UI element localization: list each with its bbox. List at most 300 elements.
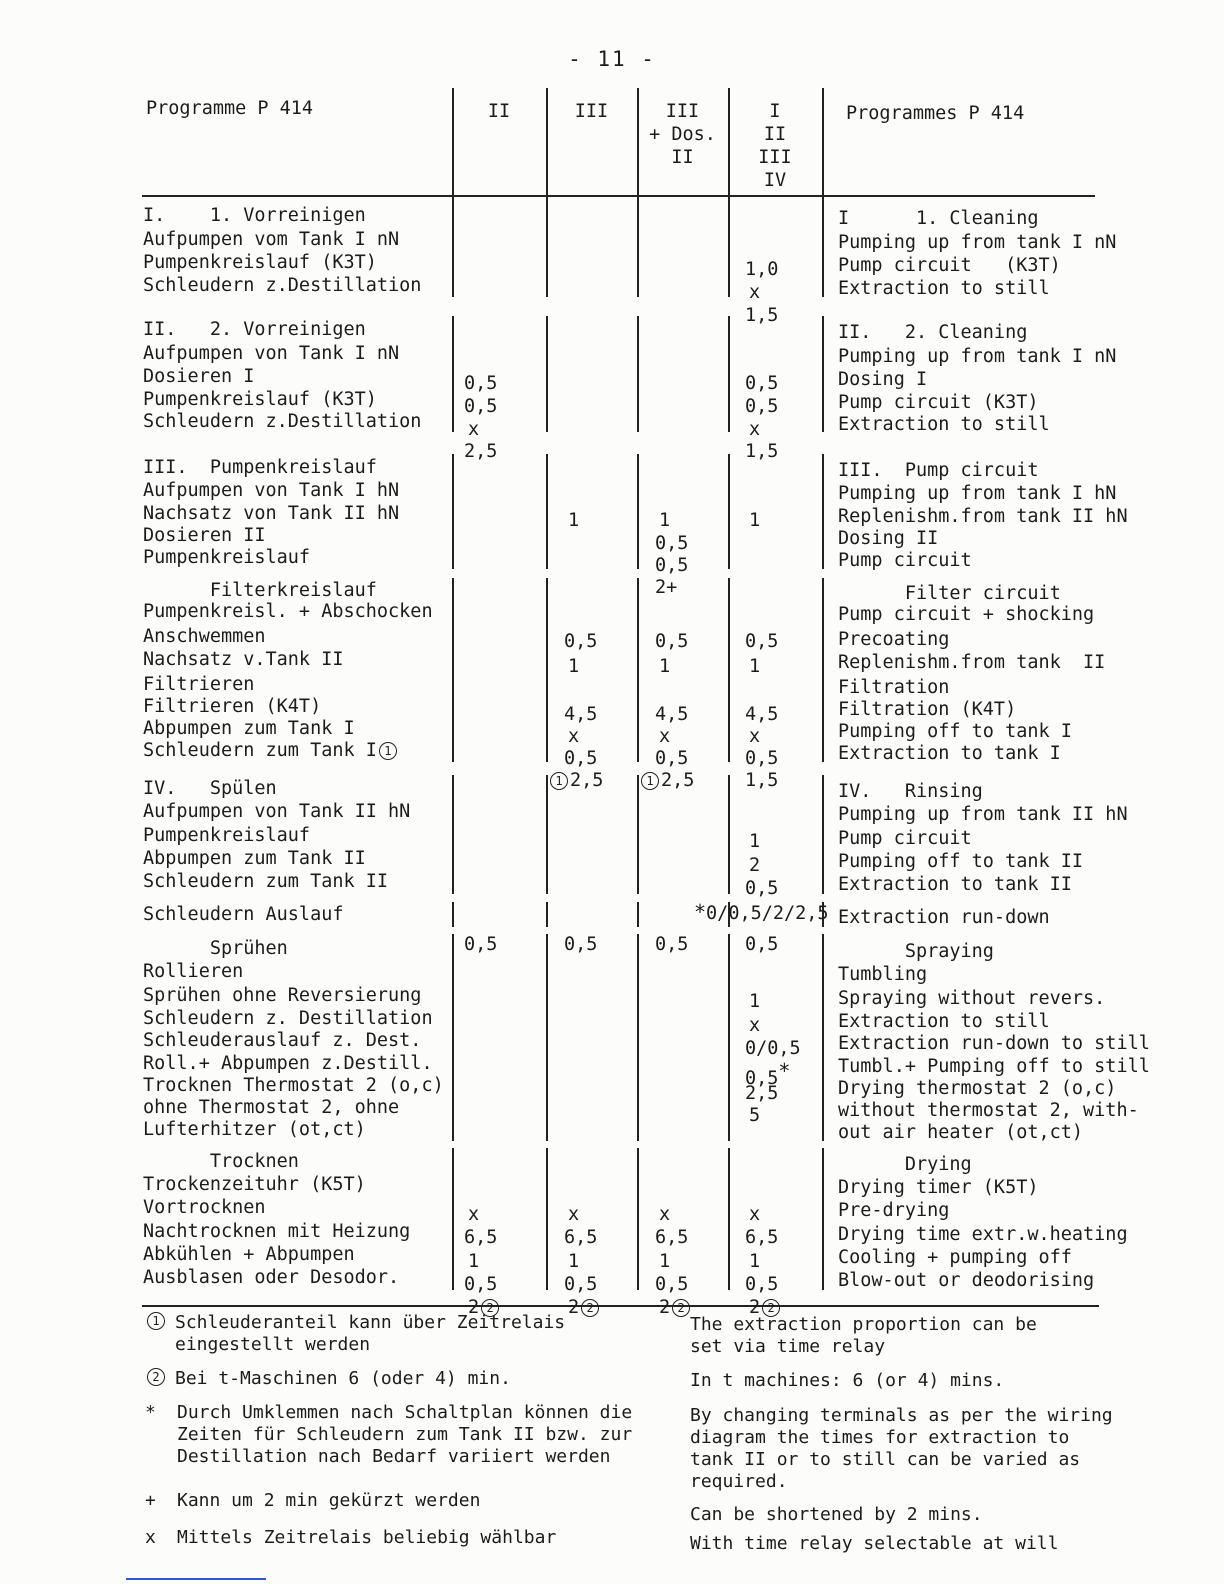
rule-gap: [821, 927, 825, 934]
table-cell-value: x: [468, 419, 480, 440]
row-label-de: [143, 674, 254, 696]
table-cell-c4: [749, 1204, 760, 1226]
row-label-de: [143, 1267, 399, 1289]
table-cell-value: 0,5: [464, 934, 498, 955]
row-label-de: [143, 985, 421, 1007]
row-label-de: [143, 904, 343, 926]
table-cell-value: x: [659, 1204, 671, 1225]
row-label-de: [143, 480, 399, 502]
rule-gap: [727, 297, 731, 316]
rule-gap: [545, 1141, 549, 1148]
row-label-en: Spraying without revers.: [838, 988, 1106, 1009]
row-label-en: Drying thermostat 2 (o,c): [838, 1078, 1117, 1099]
row-label-de-text: Vortrocknen: [143, 1197, 266, 1218]
row-label-de: [143, 1075, 444, 1097]
row-label-de: [143, 1221, 410, 1243]
table-cell-c1: [464, 1227, 497, 1249]
table-cell-c3: [655, 934, 688, 956]
table-cell-value: 2,5: [570, 770, 604, 791]
table-cell-c2: [568, 1204, 579, 1226]
table-cell-c4: [749, 282, 760, 304]
asterisk-marker: *: [778, 1059, 791, 1083]
rule-gap: [636, 894, 640, 902]
table-cell-c3: [659, 726, 670, 748]
row-label-de-text: Schleudern z.Destillation: [143, 275, 422, 296]
row-label-de: [143, 275, 421, 297]
row-label-de: [143, 938, 288, 960]
table-cell-value: 0,5: [655, 533, 689, 554]
bottom-rule: [142, 1305, 1099, 1307]
row-label-de: [143, 366, 254, 388]
footnote-de: [145, 1402, 632, 1468]
table-cell-value: 1,0: [745, 259, 779, 280]
rule-gap: [821, 569, 825, 578]
table-cell-c3: [655, 533, 688, 555]
row-label-de: [143, 1197, 266, 1219]
row-label-de-text: Nachsatz v.Tank II: [143, 649, 344, 670]
row-label-de-text: Trocknen: [143, 1151, 299, 1172]
column-rule: [546, 88, 548, 1290]
footnote-de-text: Kann um 2 min gekürzt werden: [177, 1490, 481, 1511]
row-label-de-text: III. Pumpenkreislauf: [143, 457, 377, 478]
row-label-en: Filtration (K4T): [838, 699, 1017, 720]
row-label-de-text: Sprühen ohne Reversierung: [143, 985, 422, 1006]
row-label-en: Pump circuit (K3T): [838, 255, 1061, 276]
table-cell-value: 6,5: [564, 1227, 598, 1248]
table-cell-value: 1: [749, 656, 761, 677]
table-cell-c4: [745, 373, 778, 395]
footnote-1-marker: 1: [550, 772, 568, 790]
table-cell-value: 0,5: [745, 396, 779, 417]
row-label-de-text: Filterkreislauf: [143, 580, 377, 601]
table-cell-value: 2: [659, 1297, 671, 1318]
table-cell-c3: [659, 1297, 692, 1319]
footnote-symbol: +: [145, 1490, 156, 1511]
row-label-de: [143, 601, 433, 623]
table-cell-c4: [745, 259, 778, 281]
table-cell-value: 2,5: [661, 770, 695, 791]
table-cell-value: 5: [749, 1105, 761, 1126]
table-cell-value: 0,5: [745, 631, 779, 652]
row-label-de: [143, 1151, 299, 1173]
table-cell-c3: [655, 555, 688, 577]
row-label-de-text: I. 1. Vorreinigen: [143, 205, 366, 226]
row-label-de-text: Lufterhitzer (ot,ct): [143, 1119, 366, 1140]
row-label-de-text: Aufpumpen vom Tank I nN: [143, 229, 400, 250]
rule-gap: [821, 297, 825, 316]
table-cell-value: 6,5: [655, 1227, 689, 1248]
rule-gap: [545, 297, 549, 316]
table-cell-c4: [745, 770, 778, 792]
table-cell-c1: [464, 373, 497, 395]
table-cell-value: x: [749, 726, 761, 747]
table-cell-c4: [745, 1274, 778, 1296]
row-label-de-text: Roll.+ Abpumpen z.Destill.: [143, 1053, 433, 1074]
table-cell-c2: [564, 748, 597, 770]
footnote-1-marker: 1: [379, 742, 397, 760]
row-label-en: Extraction to tank I: [838, 743, 1061, 764]
table-cell-value: 6,5: [464, 1227, 498, 1248]
rule-gap: [727, 1141, 731, 1148]
table-cell-c2: [568, 726, 579, 748]
row-label-de: [143, 457, 377, 479]
row-label-en: Dosing I: [838, 369, 928, 390]
table-cell-value: 2: [749, 855, 761, 876]
table-cell-value: x: [749, 1204, 761, 1225]
rule-gap: [451, 432, 455, 454]
row-label-de-text: Trocknen Thermostat 2 (o,c): [143, 1075, 444, 1096]
row-label-en: II. 2. Cleaning: [838, 322, 1028, 343]
row-label-en: Filtration: [838, 677, 950, 698]
row-label-de: [143, 649, 343, 671]
footnote-de-text: Bei t-Maschinen 6 (oder 4) min.: [175, 1368, 511, 1389]
rule-gap: [821, 432, 825, 454]
table-cell-value: x: [659, 726, 671, 747]
row-label-en: out air heater (ot,ct): [838, 1122, 1084, 1143]
table-cell-value: 0,5: [564, 1274, 598, 1295]
table-cell-c4: [745, 1083, 778, 1105]
row-label-de-text: Schleudern z.Destillation: [143, 411, 422, 432]
row-label-en: Drying timer (K5T): [838, 1177, 1039, 1198]
row-label-en: Extraction to still: [838, 278, 1050, 299]
table-cell-c4: [749, 1105, 760, 1127]
row-label-en: Pumping up from tank I hN: [838, 483, 1117, 504]
row-label-de-text: Nachsatz von Tank II hN: [143, 503, 400, 524]
row-label-de: [143, 1008, 433, 1030]
header-rule: [142, 195, 1095, 197]
table-cell-c3: [639, 770, 694, 792]
table-cell-c4: [694, 901, 829, 925]
row-label-de-text: Aufpumpen von Tank I hN: [143, 480, 400, 501]
table-cell-c2: [568, 656, 579, 678]
row-label-en: Drying time extr.w.heating: [838, 1224, 1128, 1245]
table-cell-value: 2: [749, 1297, 761, 1318]
footnote-2-marker: 2: [762, 1299, 780, 1317]
row-label-en: Extraction run-down to still: [838, 1033, 1150, 1054]
row-label-de-text: Pumpenkreislauf (K3T): [143, 252, 377, 273]
row-label-en: Tumbling: [838, 964, 928, 985]
row-label-en: Spraying: [838, 941, 994, 962]
rule-gap: [545, 927, 549, 934]
table-cell-value: 0,5: [655, 934, 689, 955]
rule-gap: [545, 432, 549, 454]
column-header-2: III: [574, 101, 609, 122]
rule-gap: [636, 569, 640, 578]
page-number: - 11 -: [568, 47, 656, 71]
table-cell-c2: [568, 1297, 601, 1319]
table-cell-c3: [659, 1251, 670, 1273]
table-cell-value: 0,5: [564, 748, 598, 769]
column-header-3: III + Dos. II: [649, 101, 716, 168]
row-label-de: [143, 1053, 433, 1075]
row-label-en: Pumping up from tank I nN: [838, 346, 1117, 367]
table-cell-value: 0,5: [745, 934, 779, 955]
row-label-en: Pump circuit: [838, 550, 972, 571]
row-label-de-text: IV. Spülen: [143, 778, 277, 799]
row-label-de-text: Schleudern Auslauf: [143, 904, 344, 925]
table-cell-c4: [745, 305, 778, 327]
footnote-de: [145, 1527, 556, 1549]
table-cell-c4: [749, 855, 760, 877]
row-label-de: [143, 825, 310, 847]
row-label-en: I 1. Cleaning: [838, 208, 1039, 229]
rule-gap: [545, 569, 549, 578]
table-cell-value: 1: [659, 510, 671, 531]
rule-gap: [636, 432, 640, 454]
table-cell-c1: [464, 396, 497, 418]
row-label-de: [143, 718, 355, 740]
rule-gap: [636, 927, 640, 934]
footnote-symbol: x: [145, 1527, 156, 1548]
footnote-2-marker: 2: [581, 1299, 599, 1317]
table-cell-value: 0,5: [464, 1274, 498, 1295]
row-label-de-text: Sprühen: [143, 938, 288, 959]
table-cell-c4: [745, 441, 778, 463]
table-cell-c2: [564, 704, 597, 726]
table-cell-value: 0/0,5/2/2,5: [706, 903, 829, 924]
table-cell-value: 0,5: [745, 748, 779, 769]
rule-gap: [545, 894, 549, 902]
row-label-de: [143, 961, 243, 983]
column-header-1: II: [487, 101, 511, 122]
column-header-4: I II III IV: [758, 101, 792, 191]
row-label-de-text: Ausblasen oder Desodor.: [143, 1267, 400, 1288]
row-label-de: [143, 1030, 421, 1052]
rule-gap: [821, 1141, 825, 1148]
table-cell-value: x: [749, 282, 761, 303]
table-cell-c4: [745, 934, 778, 956]
asterisk-marker: *: [694, 900, 707, 924]
row-label-en: Pump circuit + shocking: [838, 604, 1095, 625]
table-cell-value: 1: [749, 1251, 761, 1272]
table-cell-c3: [659, 1204, 670, 1226]
row-label-de: [143, 503, 399, 525]
table-cell-value: 1,5: [745, 441, 779, 462]
row-label-en: III. Pump circuit: [838, 460, 1039, 481]
table-cell-value: 0,5: [745, 878, 779, 899]
row-label-en: Pre-drying: [838, 1200, 950, 1221]
row-label-de: [143, 525, 266, 547]
row-label-de-text: Dosieren II: [143, 525, 266, 546]
table-cell-c4: [749, 726, 760, 748]
row-label-de: [143, 1244, 355, 1266]
row-label-de: [143, 252, 377, 274]
row-label-de: [143, 343, 399, 365]
footnote-symbol: 2: [147, 1368, 165, 1386]
table-cell-value: 0,5: [564, 934, 598, 955]
footnote-en: The extraction proportion can be set via time relay: [690, 1314, 1037, 1357]
table-cell-c1: [468, 1251, 479, 1273]
row-label-en: Blow-out or deodorising: [838, 1270, 1095, 1291]
row-label-en: Pumping off to tank II: [838, 851, 1084, 872]
row-label-de: [143, 696, 321, 718]
column-rule: [452, 88, 454, 1290]
row-label-en: Pumping up from tank II hN: [838, 804, 1128, 825]
table-cell-value: 4,5: [655, 704, 689, 725]
table-cell-value: 1: [749, 991, 761, 1012]
row-label-de: [143, 547, 310, 569]
table-cell-c4: [745, 631, 778, 653]
row-label-de-text: Abpumpen zum Tank I: [143, 718, 355, 739]
table-cell-c3: [659, 510, 670, 532]
row-label-en: without thermostat 2, with-: [838, 1100, 1139, 1121]
table-cell-value: 0,5: [655, 748, 689, 769]
row-label-en: Pump circuit (K3T): [838, 392, 1039, 413]
table-cell-value: 1,5: [745, 770, 779, 791]
row-label-de-text: Nachtrocknen mit Heizung: [143, 1221, 411, 1242]
table-cell-c2: [564, 934, 597, 956]
column-rule: [728, 88, 730, 1290]
row-label-en: Replenishm.from tank II hN: [838, 506, 1128, 527]
table-cell-c4: [745, 1038, 801, 1060]
row-label-en: IV. Rinsing: [838, 781, 983, 802]
footnote-symbol: *: [145, 1402, 156, 1423]
row-label-de-text: Pumpenkreislauf (K3T): [143, 389, 377, 410]
rule-gap: [636, 297, 640, 316]
row-label-de: [143, 319, 366, 341]
table-cell-value: x: [568, 1204, 580, 1225]
rule-gap: [451, 569, 455, 578]
row-label-de-text: Rollieren: [143, 961, 244, 982]
rule-gap: [727, 569, 731, 578]
column-rule: [822, 88, 824, 1290]
rule-gap: [727, 432, 731, 454]
rule-gap: [451, 1141, 455, 1148]
rule-gap: [451, 927, 455, 934]
table-cell-c3: [655, 748, 688, 770]
footer-link-line: [126, 1578, 266, 1580]
table-cell-c1: [468, 419, 479, 441]
row-label-de: [143, 1119, 366, 1141]
row-label-de-text: ohne Thermostat 2, ohne: [143, 1097, 400, 1118]
row-label-de-text: Aufpumpen von Tank II hN: [143, 801, 411, 822]
table-cell-c4: [749, 1251, 760, 1273]
row-label-en: Cooling + pumping off: [838, 1247, 1072, 1268]
row-label-en: Replenishm.from tank II: [838, 652, 1106, 673]
table-cell-c2: [564, 631, 597, 653]
table-cell-value: 1: [749, 510, 761, 531]
column-rule: [637, 88, 639, 1290]
footnote-en: With time relay selectable at will: [690, 1533, 1059, 1554]
row-label-de: [143, 580, 377, 602]
table-cell-value: x: [568, 726, 580, 747]
rule-gap: [636, 1141, 640, 1148]
table-cell-c3: [655, 577, 677, 599]
rule-gap: [451, 762, 455, 775]
table-cell-c4: [745, 1227, 778, 1249]
table-header-en: Programmes P 414: [846, 103, 1025, 124]
table-cell-value: 0,5: [464, 373, 498, 394]
table-cell-c4: [749, 991, 760, 1013]
rule-gap: [451, 894, 455, 902]
row-label-de: [143, 801, 410, 823]
table-cell-value: 0,5: [745, 373, 779, 394]
row-label-de-text: II. 2. Vorreinigen: [143, 319, 366, 340]
table-cell-value: 0,5: [464, 396, 498, 417]
row-label-en: Precoating: [838, 629, 950, 650]
table-cell-c4: [749, 1015, 760, 1037]
table-cell-c2: [568, 510, 579, 532]
row-label-en: Pump circuit: [838, 828, 972, 849]
footnote-de-text: Mittels Zeitrelais beliebig wählbar: [177, 1527, 557, 1548]
row-label-en: Drying: [838, 1154, 972, 1175]
table-cell-c1: [468, 1204, 479, 1226]
table-cell-value: 1: [568, 510, 580, 531]
table-cell-c3: [655, 631, 688, 653]
row-label-de: [143, 229, 399, 251]
table-cell-value: 0,5: [745, 1068, 779, 1089]
table-cell-c1: [464, 934, 497, 956]
row-label-de-text: Schleudern zum Tank II: [143, 871, 389, 892]
row-label-de: [143, 778, 277, 800]
table-cell-c4: [745, 748, 778, 770]
table-header-de: Programme P 414: [146, 98, 314, 119]
table-cell-c4: [745, 704, 778, 726]
footnote-2-marker: 2: [481, 1299, 499, 1317]
table-cell-value: x: [749, 1015, 761, 1036]
row-label-de: [143, 411, 421, 433]
row-label-de-text: Schleudern z. Destillation: [143, 1008, 433, 1029]
rule-gap: [821, 762, 825, 775]
footnote-de-text: Durch Umklemmen nach Schaltplan können die Zeiten für Schleudern zum Tank II bzw. zur Destillation nach Bedarf variiert werden: [177, 1402, 633, 1467]
table-cell-c4: [745, 396, 778, 418]
table-cell-c2: [564, 1274, 597, 1296]
table-cell-value: 2: [468, 1297, 480, 1318]
row-label-en: Pumping up from tank I nN: [838, 232, 1117, 253]
table-cell-value: 0,5: [655, 1274, 689, 1295]
table-cell-value: 2: [568, 1297, 580, 1318]
table-cell-c3: [655, 1274, 688, 1296]
row-label-de-text: Filtrieren: [143, 674, 255, 695]
row-label-de-text: Pumpenkreisl. + Abschocken: [143, 601, 433, 622]
row-label-de: [143, 848, 366, 870]
table-cell-c2: [568, 1251, 579, 1273]
footnote-symbol: 1: [147, 1312, 165, 1330]
footnote-2-marker: 2: [672, 1299, 690, 1317]
table-cell-value: 0,5: [745, 1274, 779, 1295]
table-cell-value: 1: [568, 656, 580, 677]
footnote-en: In t machines: 6 (or 4) mins.: [690, 1370, 1005, 1391]
table-cell-c4: [749, 510, 760, 532]
row-label-de-text: Pumpenkreislauf: [143, 825, 311, 846]
table-cell-value: 1: [659, 1251, 671, 1272]
table-cell-value: 1: [749, 831, 761, 852]
row-label-de-text: Dosieren I: [143, 366, 255, 387]
table-cell-value: 0/0,5: [745, 1038, 801, 1059]
row-label-de-text: Schleuderauslauf z. Dest.: [143, 1030, 422, 1051]
table-cell-value: 1: [568, 1251, 580, 1272]
row-label-de-text: Anschwemmen: [143, 626, 266, 647]
row-label-de: [143, 1174, 366, 1196]
footnote-en: By changing terminals as per the wiring diagram the times for extraction to tank II or to still can be varied as required.: [690, 1405, 1113, 1492]
footnote-1-marker: 1: [641, 772, 659, 790]
table-cell-c4: [749, 419, 760, 441]
row-label-de: [143, 1097, 399, 1119]
table-cell-c2: [548, 770, 603, 792]
table-cell-value: x: [749, 419, 761, 440]
table-cell-value: 1,5: [745, 305, 779, 326]
table-cell-value: 2,5: [464, 441, 498, 462]
row-label-en: Extraction to still: [838, 1011, 1050, 1032]
table-cell-c4: [749, 831, 760, 853]
row-label-en: Dosing II: [838, 528, 939, 549]
row-label-de: [143, 740, 399, 762]
row-label-de-text: Schleudern zum Tank I: [143, 740, 377, 761]
row-label-en: Tumbl.+ Pumping off to still: [838, 1056, 1150, 1077]
row-label-de-text: Aufpumpen von Tank I nN: [143, 343, 400, 364]
rule-gap: [727, 927, 731, 934]
row-label-de-text: Pumpenkreislauf: [143, 547, 311, 568]
